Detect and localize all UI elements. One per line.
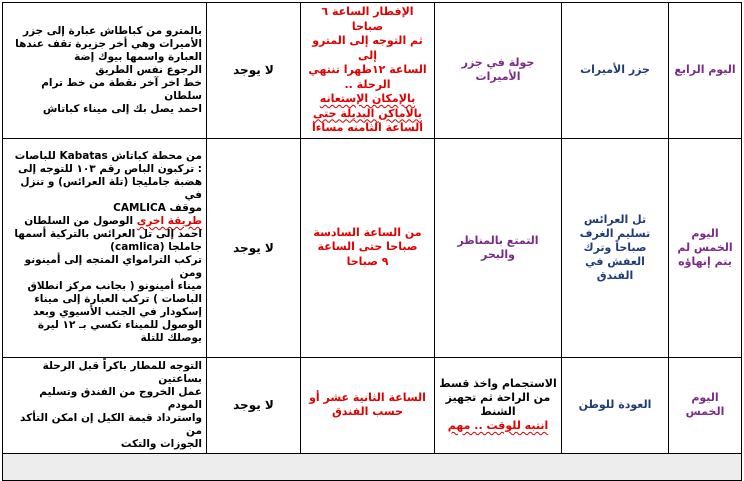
notes-line: موقف CAMLICA [113, 202, 202, 214]
table-row [3, 138, 742, 357]
activity-line: الشنط [480, 405, 516, 418]
notes-line-mixed [7, 215, 202, 228]
table-row-empty [3, 453, 742, 480]
place-line: صباحاً وترك [583, 240, 647, 254]
activity-line: جولة في جزر [461, 56, 535, 70]
notes-line: جاملجا (camlica) [110, 241, 202, 253]
activity-line: الاستجمام واخذ قسط [439, 377, 557, 390]
notes-line: بالمترو من كباطاش عبارة إلى جزر [22, 24, 202, 37]
none-cell: لا يوجد [207, 138, 301, 357]
time-line: بالأماكن البديلة حتى [313, 106, 422, 120]
time-line: الساعة الثامنه مساءا [311, 121, 424, 134]
activity-line: الأميرات [475, 70, 521, 84]
time-line: صباحا حتى الساعة [317, 240, 418, 254]
day-cell [669, 138, 742, 357]
notes-line: الجوزات والتكت [120, 437, 202, 450]
time-line: من الساعة السادسة [313, 225, 422, 239]
notes-line: يوصلك للتلة [140, 332, 202, 344]
notes-cell [3, 357, 207, 453]
place-line: العفش في الفندق [585, 254, 645, 282]
place-cell [562, 138, 669, 357]
activity-cell: التمتع بالمناظر والبحر [435, 138, 562, 357]
notes-line: الرجوع نفس الطريق [95, 63, 202, 76]
day-line: يتم إنهاؤه [678, 254, 732, 268]
itinerary-table [2, 2, 742, 481]
activity-line: من الراحة ثم تجهيز [445, 391, 551, 404]
notes-line: عمل الخروج من الفندق وتسليم المودم [39, 385, 202, 411]
day-line: اليوم الخمس لم [677, 226, 733, 254]
notes-line: الوصول للميناء تكسي بـ ١٢ ليرة [37, 319, 202, 331]
time-line: الرحلة .. [344, 77, 391, 91]
notes-line: الباصات ) تركب العبارة إلى ميناء [34, 293, 202, 305]
notes-cell [3, 138, 207, 357]
time-line: الساعة ١٢ظهرا تنتهي [308, 63, 427, 76]
place-cell: العودة للوطن [562, 357, 669, 453]
empty-cell [3, 453, 742, 480]
time-cell [301, 3, 435, 139]
time-line: الإفطار الساعة ٦ صباحا [321, 5, 414, 33]
notes-cell [3, 3, 207, 139]
time-line: الساعة الثانية عشر أو [309, 390, 426, 404]
notes-line: واسترداد قيمة الكيل إن امكن التأكد من [20, 411, 202, 437]
place-line: تسليم الغرف [579, 226, 651, 240]
time-line: ثم التوجه إلى المترو إلى [312, 34, 423, 62]
notes-line: العبارة واسمها بيوك إضة [74, 50, 202, 63]
notes-line: تركب الترامواي المتجه إلى أمينونو ومن [24, 254, 202, 279]
notes-line: الأميرات وهي أخر جزيرة تقف عندها [15, 37, 202, 50]
day-cell: اليوم الرابع [669, 3, 742, 139]
activity-cell [435, 357, 562, 453]
notes-line: التوجه للمطار باكراً قبل الرحلة [42, 359, 202, 372]
notes-line: بساعتين [158, 372, 202, 385]
activity-cell [435, 3, 562, 139]
time-cell [301, 357, 435, 453]
activity-warning: انتبه للوقت .. مهم [447, 419, 549, 432]
none-cell: لا يوجد [207, 357, 301, 453]
time-line: ٩ صباحا [346, 254, 389, 268]
notes-alt-route: طريقة اخرى [136, 215, 202, 227]
notes-line: إسكودار في الجنب الأسيوي وبعد [33, 306, 202, 318]
time-line: حسب الفندق [331, 405, 404, 418]
notes-line: ميناء أمينونو ( بجانب مركز انطلاق [27, 280, 202, 292]
time-cell [301, 138, 435, 357]
notes-line: خط اخر آخر نقطة من خط ترام سلطان [41, 76, 202, 102]
none-cell: لا يوجد [207, 3, 301, 139]
notes-line: احمد يصل بك إلى ميناء كباتاش [42, 102, 202, 115]
notes-fragment: الوصول من السلطان [24, 215, 134, 227]
notes-line: من محطة كباتاش Kabatas للباصات [14, 150, 202, 162]
notes-line: هضبة جامليجا (تلة العرائس) و تنزل في [20, 176, 202, 201]
table-row [3, 3, 742, 139]
place-cell: جزر الأميرات [562, 3, 669, 139]
notes-line: احمد إلى تل العرائس بالتركية أسمها [14, 228, 202, 240]
notes-line: : تركبون الباص رقم ١٠٣ للتوجه إلى [17, 163, 202, 175]
day-cell: اليوم الخمس [669, 357, 742, 453]
table-row [3, 357, 742, 453]
time-line: بالإمكان الإستعانه [319, 92, 416, 105]
place-line: تل العرائس [583, 212, 647, 226]
